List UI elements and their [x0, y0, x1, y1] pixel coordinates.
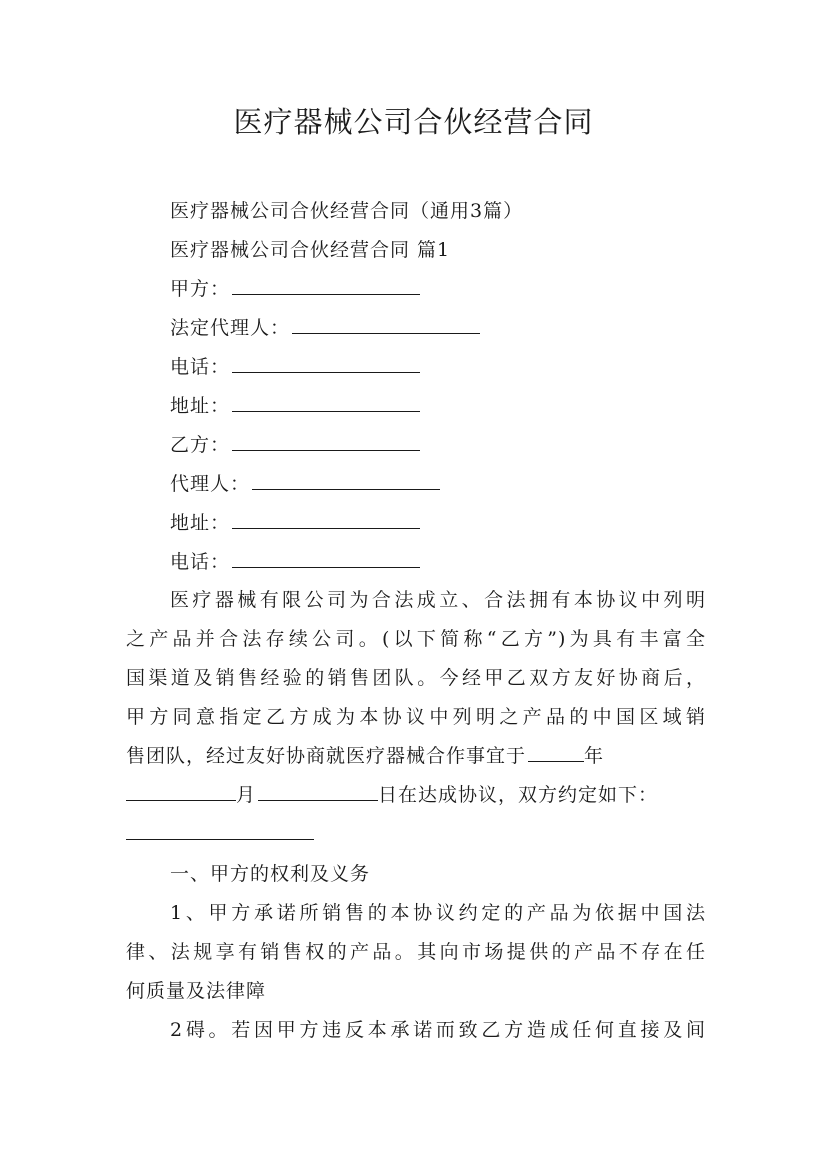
fill-blank: [232, 354, 420, 373]
field-agent: [170, 471, 440, 497]
field-label: 电话：: [170, 551, 231, 573]
paragraph-line: 之产品并合法存续公司。(以下简称“乙方”)为具有丰富全: [126, 628, 706, 650]
field-address-a: [170, 393, 420, 419]
fill-blank: [292, 315, 480, 334]
clause-heading: 一、甲方的权利及义务: [170, 863, 371, 885]
field-address-b: [170, 510, 420, 536]
field-label: 乙方：: [170, 434, 231, 456]
fill-blank-year: [528, 743, 584, 762]
paragraph-line-date2: 月 日在达成协议，双方约定如下：: [126, 776, 706, 815]
field-phone-b: [170, 549, 420, 575]
fill-blank: [232, 432, 420, 451]
document-title: 医疗器械公司合伙经营合同: [233, 105, 594, 139]
paragraph-line: 1、甲方承诺所销售的本协议约定的产品为依据中国法: [170, 902, 706, 924]
paragraph-line: 2碍。若因甲方违反本承诺而致乙方造成任何直接及间: [170, 1019, 706, 1041]
section-heading: 医疗器械公司合伙经营合同 篇1: [170, 239, 451, 261]
field-label: 甲方：: [170, 278, 231, 300]
fill-blank: [252, 471, 440, 490]
paragraph-line: 医疗器械有限公司为合法成立、合法拥有本协议中列明: [170, 589, 706, 611]
fill-blank-day: [258, 782, 378, 801]
field-phone-a: [170, 354, 420, 380]
paragraph-line: 甲方同意指定乙方成为本协议中列明之产品的中国区域销: [126, 706, 706, 728]
paragraph-line: 律、法规享有销售权的产品。其向市场提供的产品不存在任: [126, 941, 706, 963]
paragraph-line: 何质量及法律障: [126, 980, 267, 1002]
clause-heading-block: [126, 855, 706, 894]
field-label: 代理人：: [170, 473, 251, 495]
document-subtitle: 医疗器械公司合伙经营合同（通用3篇）: [170, 200, 524, 222]
field-legal-representative: [170, 315, 480, 341]
field-label: 地址：: [170, 512, 231, 534]
intro-paragraph: [126, 581, 706, 854]
fill-blank-month: [126, 782, 236, 801]
paragraph-line: 国渠道及销售经验的销售团队。今经甲乙双方友好协商后，: [126, 667, 706, 689]
fill-blank: [126, 821, 314, 840]
paragraph-line-blank: [126, 815, 706, 854]
field-label: 地址：: [170, 395, 231, 417]
field-label: 法定代理人：: [170, 317, 291, 339]
clause-2: [126, 1011, 706, 1050]
fill-blank: [232, 549, 420, 568]
paragraph-line-date: 售团队，经过友好协商就医疗器械合作事宜于 年: [126, 745, 605, 767]
field-party-a: [170, 276, 420, 302]
fill-blank: [232, 276, 420, 295]
clause-1: [126, 894, 706, 1011]
field-party-b: [170, 432, 420, 458]
fill-blank: [232, 393, 420, 412]
fill-blank: [232, 510, 420, 529]
field-label: 电话：: [170, 356, 231, 378]
